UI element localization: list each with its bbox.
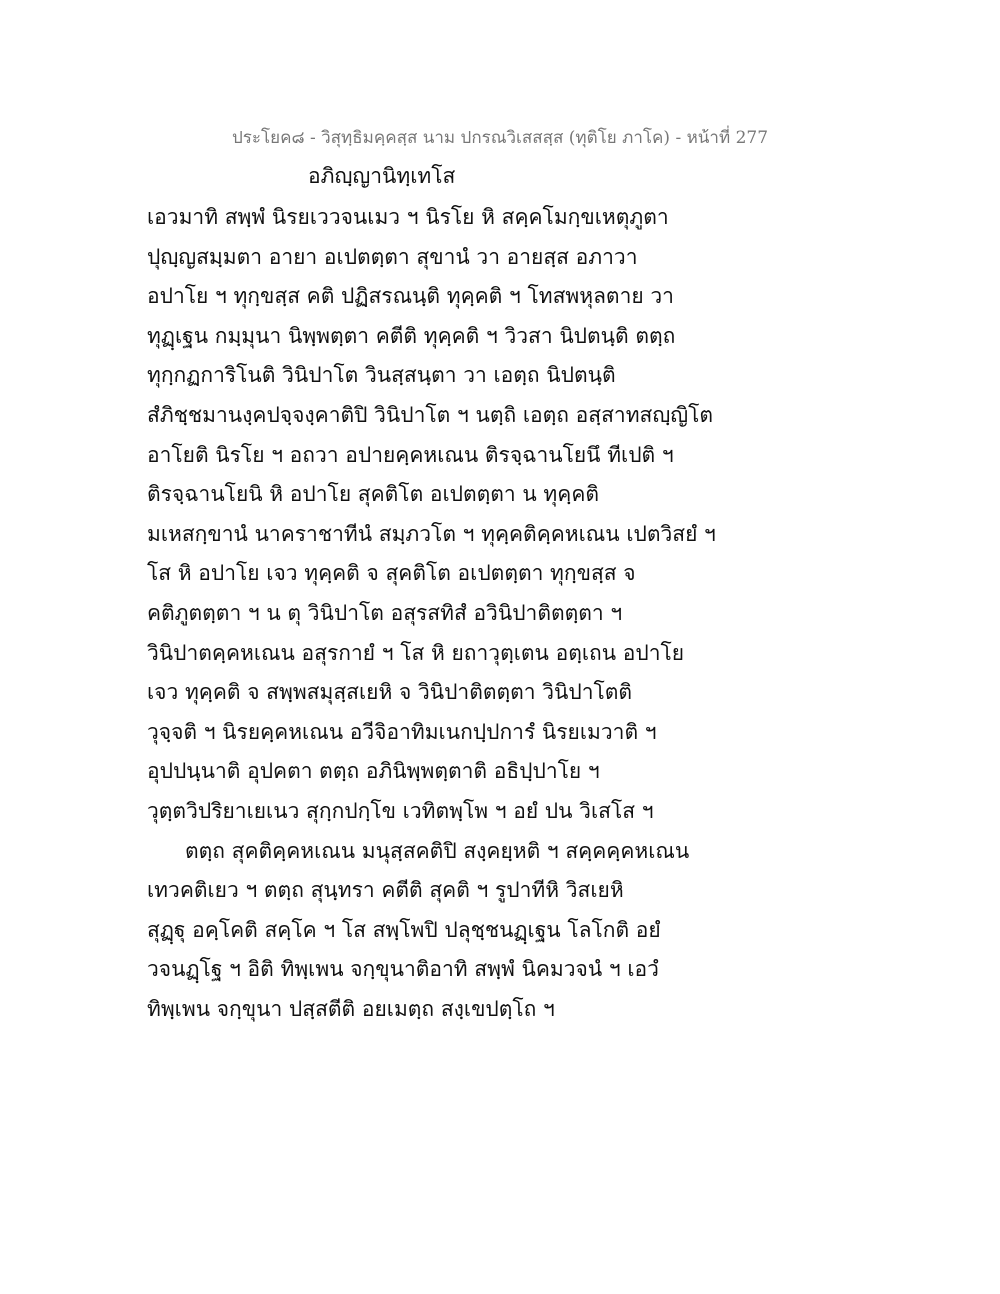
text-line: อุปปนฺนาติ อุปคตา ตตฺถ อภินิพฺพตฺตาติ อธิปฺปาโย ฯ bbox=[147, 759, 600, 784]
text-line: วินิปาตคฺคหเณน อสุรกายํ ฯ โส หิ ยถาวุตฺเตน อตฺเถน อปาโย bbox=[147, 640, 685, 665]
text-line: อปาโย ฯ ทุกฺขสฺส คติ ปฏิสรณนฺติ ทุคฺคติ ฯ โทสพหุลตาย วา bbox=[147, 284, 674, 309]
text-line: ปุญฺญสมฺมตา อายา อเปตตฺตา สุขานํ วา อายสฺส อภาวา bbox=[147, 244, 638, 269]
text-line: สุฏฺฐุ อคฺโคติ สคฺโค ฯ โส สพฺโพปิ ปลุชฺชนฏฺเฐน โลโกติ อยํ bbox=[147, 917, 661, 942]
text-line: ทุฏฺเฐน กมฺมุนา นิพฺพตฺตา คตีติ ทุคฺคติ ฯ วิวสา นิปตนฺติ ตตฺถ bbox=[147, 323, 676, 348]
text-line: เทวคติเยว ฯ ตตฺถ สุนฺทรา คตีติ สุคติ ฯ รูปาทีหิ วิสเยหิ bbox=[147, 878, 624, 903]
section-title: อภิญฺญานิทฺเทโส bbox=[308, 164, 456, 188]
text-line: ติรจฺฉานโยนิ หิ อปาโย สุคติโต อเปตตฺตา น ทุคฺคติ bbox=[147, 482, 600, 507]
text-line: เจว ทุคฺคติ จ สพฺพสมุสฺสเยหิ จ วินิปาติตตฺตา วินิปาโตติ bbox=[147, 680, 633, 705]
text-line: เอวมาทิ สพฺพํ นิรยเววจนเมว ฯ นิรโย หิ สคฺคโมกฺขเหตุภูตา bbox=[147, 205, 669, 229]
running-header bbox=[0, 124, 1000, 151]
text-line: วจนฏฺโฐ ฯ อิติ ทิพฺเพน จกฺขุนาติอาทิ สพฺพํ นิคมวจนํ ฯ เอวํ bbox=[147, 957, 659, 982]
text-line: วุจฺจติ ฯ นิรยคฺคหเณน อวีจิอาทิมเนกปฺปการํ นิรยเมวาติ ฯ bbox=[147, 719, 657, 744]
text-line: คติภูตตฺตา ฯ น ตุ วินิปาโต อสุรสทิสํ อวินิปาติตตฺตา ฯ bbox=[147, 600, 623, 625]
text-line: ทิพฺเพน จกฺขุนา ปสฺสตีติ อยเมตฺถ สงฺเขปตฺโถ ฯ bbox=[147, 996, 555, 1021]
running-header-text: ประโยค๘ - วิสุทฺธิมคฺคสฺส นาม ปกรณวิเสสสฺส (ทุติโย ภาโค) - หน้าที่ 277 bbox=[231, 128, 769, 148]
text-line: อาโยติ นิรโย ฯ อถวา อปายคฺคหเณน ติรจฺฉานโยนึ ทีเปติ ฯ bbox=[147, 442, 674, 467]
text-line: สํภิชฺชมานงฺคปจฺจงฺคาติปิ วินิปาโต ฯ นตฺถิ เอตฺถ อสฺสาทสญฺญิโต bbox=[147, 402, 714, 427]
text-line: ทุกฺกฏการิโนติ วินิปาโต วินสฺสนฺตา วา เอตฺถ นิปตนฺติ bbox=[147, 363, 616, 388]
text-line: วุตฺตวิปริยาเยเนว สุกฺกปกฺโข เวทิตพฺโพ ฯ อยํ ปน วิเสโส ฯ bbox=[147, 798, 654, 823]
text-line: มเหสกฺขานํ นาคราชาทีนํ สมฺภวโต ฯ ทุคฺคติคฺคหเณน เปตวิสยํ ฯ bbox=[147, 521, 716, 546]
text-line-indented: ตตฺถ สุคติคฺคหเณน มนุสฺสคติปิ สงฺคยฺหติ ฯ สคฺคคฺคหเณน bbox=[185, 838, 690, 863]
text-line: โส หิ อปาโย เจว ทุคฺคติ จ สุคติโต อเปตตฺตา ทุกฺขสฺส จ bbox=[147, 561, 636, 586]
body-text bbox=[147, 198, 867, 1029]
